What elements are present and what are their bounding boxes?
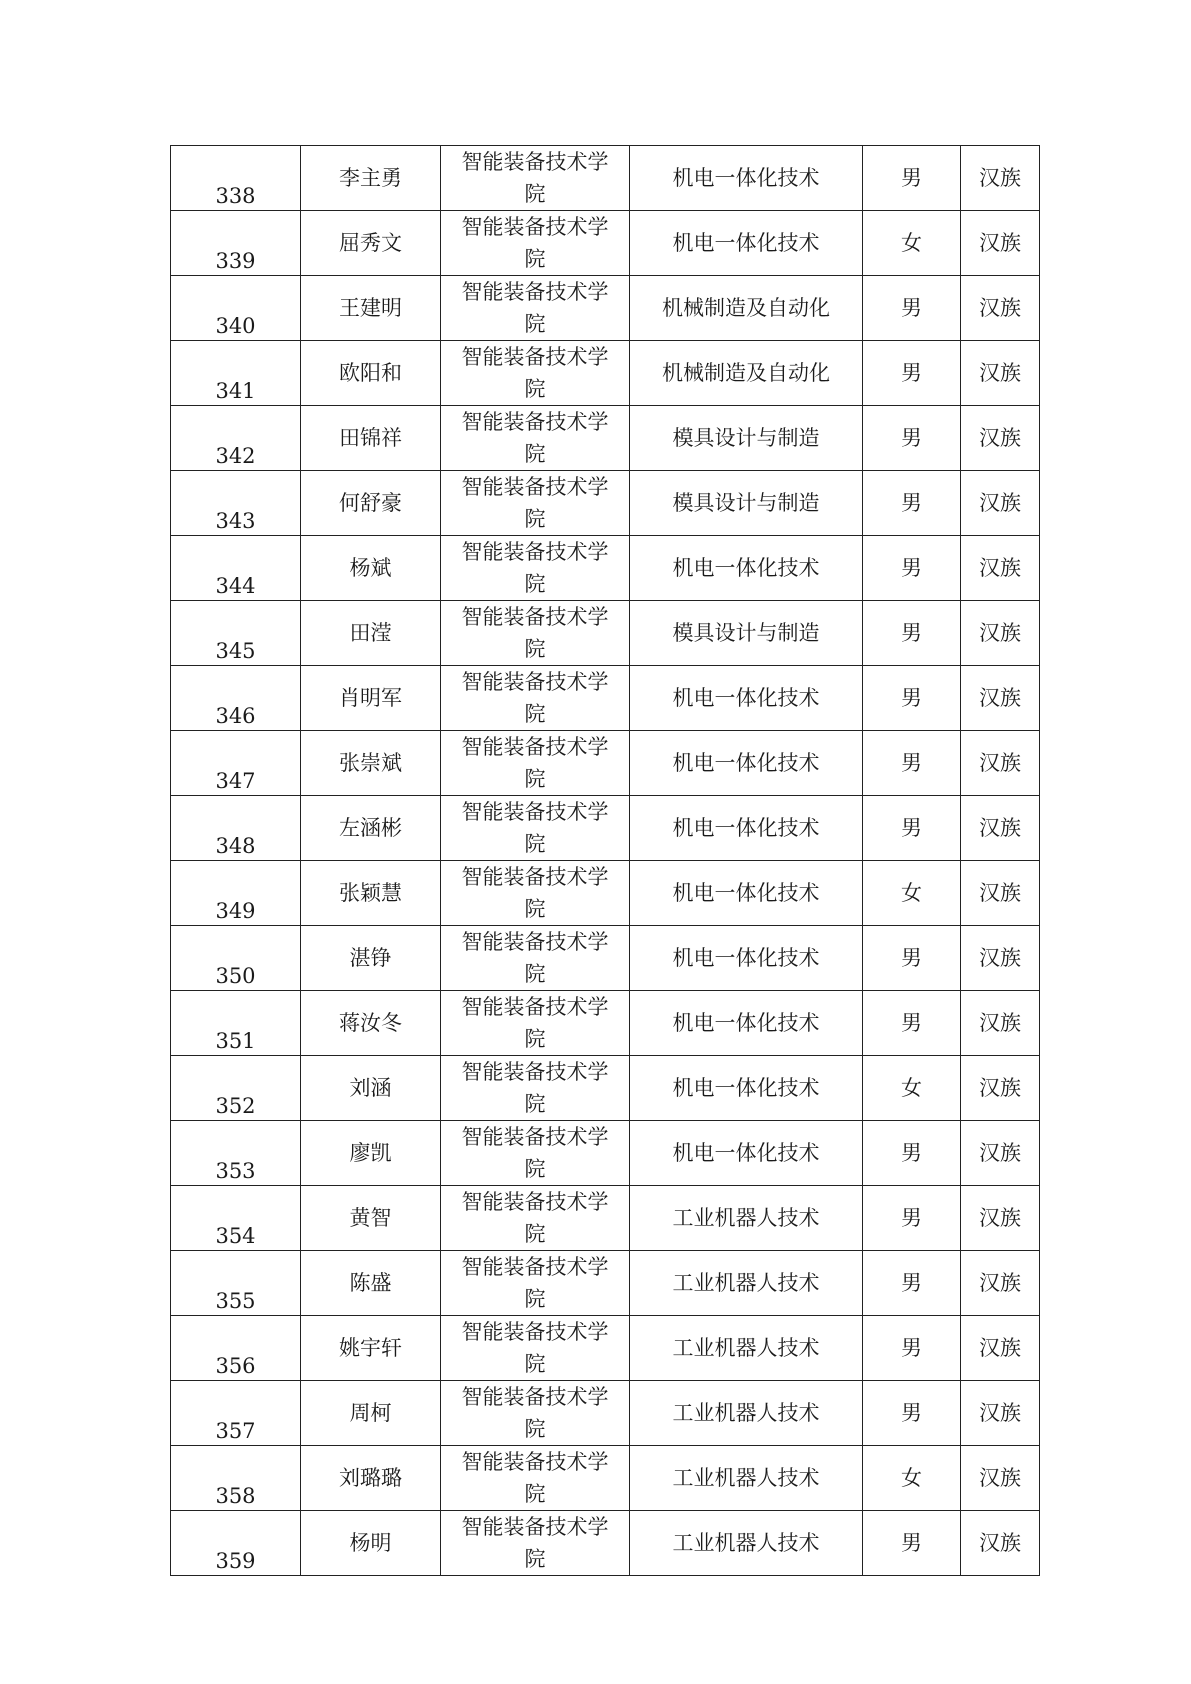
cell-college bbox=[441, 796, 630, 861]
cell-gender: 男 bbox=[863, 1251, 961, 1316]
cell-name: 黄智 bbox=[301, 1186, 441, 1251]
college-text: 智能装备技术学院 bbox=[461, 1450, 609, 1506]
cell-number: 344 bbox=[171, 536, 301, 601]
cell-ethnicity: 汉族 bbox=[961, 341, 1040, 406]
student-list-table bbox=[170, 145, 1040, 1576]
cell-major: 机电一体化技术 bbox=[630, 1121, 863, 1186]
cell-gender: 男 bbox=[863, 406, 961, 471]
table-body bbox=[171, 146, 1040, 1576]
cell-major: 机电一体化技术 bbox=[630, 991, 863, 1056]
cell-name: 肖明军 bbox=[301, 666, 441, 731]
cell-name: 张崇斌 bbox=[301, 731, 441, 796]
cell-name: 刘璐璐 bbox=[301, 1446, 441, 1511]
cell-gender: 男 bbox=[863, 731, 961, 796]
cell-gender: 男 bbox=[863, 1121, 961, 1186]
cell-college bbox=[441, 1251, 630, 1316]
cell-name: 何舒豪 bbox=[301, 471, 441, 536]
cell-gender: 男 bbox=[863, 471, 961, 536]
college-text: 智能装备技术学院 bbox=[461, 1515, 609, 1571]
cell-ethnicity: 汉族 bbox=[961, 471, 1040, 536]
college-text: 智能装备技术学院 bbox=[461, 735, 609, 791]
cell-college bbox=[441, 471, 630, 536]
cell-major: 模具设计与制造 bbox=[630, 471, 863, 536]
table-row bbox=[171, 211, 1040, 276]
cell-college bbox=[441, 341, 630, 406]
cell-major: 工业机器人技术 bbox=[630, 1316, 863, 1381]
cell-college bbox=[441, 861, 630, 926]
cell-name: 廖凯 bbox=[301, 1121, 441, 1186]
college-text: 智能装备技术学院 bbox=[461, 1320, 609, 1376]
cell-ethnicity: 汉族 bbox=[961, 1251, 1040, 1316]
cell-name: 李主勇 bbox=[301, 146, 441, 211]
cell-number: 353 bbox=[171, 1121, 301, 1186]
cell-college bbox=[441, 1056, 630, 1121]
table-row bbox=[171, 1381, 1040, 1446]
cell-number: 341 bbox=[171, 341, 301, 406]
college-text: 智能装备技术学院 bbox=[461, 540, 609, 596]
college-text: 智能装备技术学院 bbox=[461, 1255, 609, 1311]
cell-college bbox=[441, 1381, 630, 1446]
cell-gender: 女 bbox=[863, 1446, 961, 1511]
table-row bbox=[171, 666, 1040, 731]
cell-gender: 男 bbox=[863, 276, 961, 341]
cell-ethnicity: 汉族 bbox=[961, 1316, 1040, 1381]
cell-name: 张颖慧 bbox=[301, 861, 441, 926]
cell-college bbox=[441, 926, 630, 991]
cell-number: 342 bbox=[171, 406, 301, 471]
cell-ethnicity: 汉族 bbox=[961, 1121, 1040, 1186]
college-text: 智能装备技术学院 bbox=[461, 995, 609, 1051]
cell-ethnicity: 汉族 bbox=[961, 926, 1040, 991]
college-text: 智能装备技术学院 bbox=[461, 670, 609, 726]
cell-major: 工业机器人技术 bbox=[630, 1186, 863, 1251]
cell-gender: 男 bbox=[863, 926, 961, 991]
cell-name: 欧阳和 bbox=[301, 341, 441, 406]
cell-number: 352 bbox=[171, 1056, 301, 1121]
college-text: 智能装备技术学院 bbox=[461, 345, 609, 401]
cell-name: 王建明 bbox=[301, 276, 441, 341]
cell-ethnicity: 汉族 bbox=[961, 1056, 1040, 1121]
cell-college bbox=[441, 991, 630, 1056]
cell-number: 345 bbox=[171, 601, 301, 666]
cell-number: 358 bbox=[171, 1446, 301, 1511]
cell-ethnicity: 汉族 bbox=[961, 146, 1040, 211]
cell-gender: 男 bbox=[863, 796, 961, 861]
cell-major: 机电一体化技术 bbox=[630, 211, 863, 276]
table-row bbox=[171, 991, 1040, 1056]
cell-number: 349 bbox=[171, 861, 301, 926]
table-row bbox=[171, 146, 1040, 211]
cell-gender: 男 bbox=[863, 1186, 961, 1251]
table-row bbox=[171, 406, 1040, 471]
cell-ethnicity: 汉族 bbox=[961, 1381, 1040, 1446]
cell-name: 田滢 bbox=[301, 601, 441, 666]
cell-number: 350 bbox=[171, 926, 301, 991]
college-text: 智能装备技术学院 bbox=[461, 215, 609, 271]
table-row bbox=[171, 536, 1040, 601]
cell-gender: 女 bbox=[863, 861, 961, 926]
cell-major: 模具设计与制造 bbox=[630, 406, 863, 471]
cell-college bbox=[441, 666, 630, 731]
cell-name: 杨明 bbox=[301, 1511, 441, 1576]
college-text: 智能装备技术学院 bbox=[461, 605, 609, 661]
college-text: 智能装备技术学院 bbox=[461, 865, 609, 921]
cell-major: 机械制造及自动化 bbox=[630, 276, 863, 341]
cell-major: 机电一体化技术 bbox=[630, 536, 863, 601]
cell-ethnicity: 汉族 bbox=[961, 991, 1040, 1056]
college-text: 智能装备技术学院 bbox=[461, 1125, 609, 1181]
cell-gender: 男 bbox=[863, 1511, 961, 1576]
cell-major: 模具设计与制造 bbox=[630, 601, 863, 666]
cell-number: 351 bbox=[171, 991, 301, 1056]
cell-number: 346 bbox=[171, 666, 301, 731]
college-text: 智能装备技术学院 bbox=[461, 1385, 609, 1441]
cell-ethnicity: 汉族 bbox=[961, 731, 1040, 796]
cell-gender: 男 bbox=[863, 1381, 961, 1446]
cell-college bbox=[441, 211, 630, 276]
college-text: 智能装备技术学院 bbox=[461, 1190, 609, 1246]
cell-name: 蒋汝冬 bbox=[301, 991, 441, 1056]
cell-college bbox=[441, 601, 630, 666]
cell-major: 机电一体化技术 bbox=[630, 1056, 863, 1121]
cell-name: 周柯 bbox=[301, 1381, 441, 1446]
cell-gender: 男 bbox=[863, 341, 961, 406]
cell-college bbox=[441, 146, 630, 211]
cell-ethnicity: 汉族 bbox=[961, 796, 1040, 861]
table-row bbox=[171, 796, 1040, 861]
cell-major: 工业机器人技术 bbox=[630, 1446, 863, 1511]
cell-college bbox=[441, 406, 630, 471]
cell-number: 348 bbox=[171, 796, 301, 861]
cell-major: 机电一体化技术 bbox=[630, 796, 863, 861]
cell-number: 359 bbox=[171, 1511, 301, 1576]
table-row bbox=[171, 1316, 1040, 1381]
cell-college bbox=[441, 1446, 630, 1511]
cell-name: 陈盛 bbox=[301, 1251, 441, 1316]
cell-number: 339 bbox=[171, 211, 301, 276]
cell-major: 机电一体化技术 bbox=[630, 861, 863, 926]
cell-major: 工业机器人技术 bbox=[630, 1251, 863, 1316]
cell-name: 湛铮 bbox=[301, 926, 441, 991]
cell-gender: 男 bbox=[863, 1316, 961, 1381]
cell-ethnicity: 汉族 bbox=[961, 666, 1040, 731]
table-row bbox=[171, 861, 1040, 926]
cell-number: 356 bbox=[171, 1316, 301, 1381]
table-row bbox=[171, 1511, 1040, 1576]
cell-name: 姚宇轩 bbox=[301, 1316, 441, 1381]
cell-major: 机电一体化技术 bbox=[630, 146, 863, 211]
cell-name: 杨斌 bbox=[301, 536, 441, 601]
cell-gender: 男 bbox=[863, 146, 961, 211]
cell-gender: 男 bbox=[863, 536, 961, 601]
cell-college bbox=[441, 1511, 630, 1576]
cell-ethnicity: 汉族 bbox=[961, 276, 1040, 341]
cell-gender: 女 bbox=[863, 1056, 961, 1121]
cell-ethnicity: 汉族 bbox=[961, 406, 1040, 471]
cell-major: 工业机器人技术 bbox=[630, 1381, 863, 1446]
cell-ethnicity: 汉族 bbox=[961, 601, 1040, 666]
cell-college bbox=[441, 276, 630, 341]
table-row bbox=[171, 731, 1040, 796]
cell-number: 357 bbox=[171, 1381, 301, 1446]
cell-ethnicity: 汉族 bbox=[961, 861, 1040, 926]
table-row bbox=[171, 276, 1040, 341]
cell-gender: 男 bbox=[863, 601, 961, 666]
table-row bbox=[171, 1121, 1040, 1186]
cell-name: 屈秀文 bbox=[301, 211, 441, 276]
table-row bbox=[171, 341, 1040, 406]
cell-number: 354 bbox=[171, 1186, 301, 1251]
table-row bbox=[171, 1056, 1040, 1121]
cell-name: 田锦祥 bbox=[301, 406, 441, 471]
cell-college bbox=[441, 731, 630, 796]
table-row bbox=[171, 471, 1040, 536]
cell-gender: 男 bbox=[863, 666, 961, 731]
cell-ethnicity: 汉族 bbox=[961, 1511, 1040, 1576]
cell-major: 机电一体化技术 bbox=[630, 926, 863, 991]
cell-number: 338 bbox=[171, 146, 301, 211]
table-row bbox=[171, 1446, 1040, 1511]
college-text: 智能装备技术学院 bbox=[461, 1060, 609, 1116]
cell-number: 340 bbox=[171, 276, 301, 341]
table-row bbox=[171, 1186, 1040, 1251]
cell-gender: 女 bbox=[863, 211, 961, 276]
college-text: 智能装备技术学院 bbox=[461, 475, 609, 531]
cell-major: 工业机器人技术 bbox=[630, 1511, 863, 1576]
cell-college bbox=[441, 536, 630, 601]
cell-number: 355 bbox=[171, 1251, 301, 1316]
cell-number: 347 bbox=[171, 731, 301, 796]
college-text: 智能装备技术学院 bbox=[461, 280, 609, 336]
cell-college bbox=[441, 1186, 630, 1251]
cell-major: 机电一体化技术 bbox=[630, 666, 863, 731]
cell-ethnicity: 汉族 bbox=[961, 536, 1040, 601]
table-row bbox=[171, 1251, 1040, 1316]
cell-number: 343 bbox=[171, 471, 301, 536]
cell-major: 机械制造及自动化 bbox=[630, 341, 863, 406]
college-text: 智能装备技术学院 bbox=[461, 150, 609, 206]
cell-college bbox=[441, 1121, 630, 1186]
college-text: 智能装备技术学院 bbox=[461, 930, 609, 986]
table-row bbox=[171, 601, 1040, 666]
cell-name: 刘涵 bbox=[301, 1056, 441, 1121]
college-text: 智能装备技术学院 bbox=[461, 410, 609, 466]
table-row bbox=[171, 926, 1040, 991]
cell-ethnicity: 汉族 bbox=[961, 1186, 1040, 1251]
college-text: 智能装备技术学院 bbox=[461, 800, 609, 856]
cell-major: 机电一体化技术 bbox=[630, 731, 863, 796]
cell-gender: 男 bbox=[863, 991, 961, 1056]
cell-college bbox=[441, 1316, 630, 1381]
cell-name: 左涵彬 bbox=[301, 796, 441, 861]
cell-ethnicity: 汉族 bbox=[961, 1446, 1040, 1511]
cell-ethnicity: 汉族 bbox=[961, 211, 1040, 276]
